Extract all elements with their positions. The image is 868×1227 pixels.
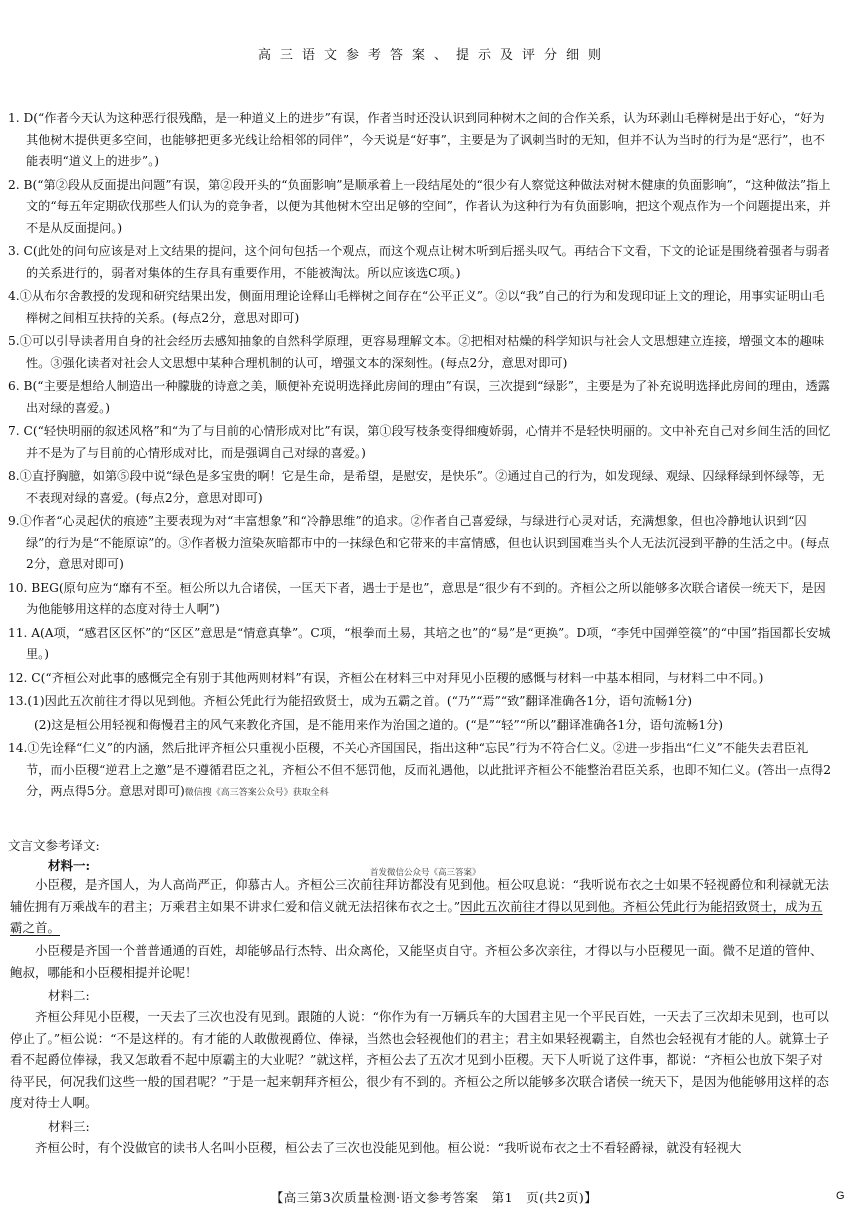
answer-item (8, 421, 832, 464)
answer-item (8, 331, 832, 374)
material-two-paragraph: 齐桓公拜见小臣稷，一天去了三次也没有见到。跟随的人说：“你作为有一万辆兵车的大国君主见一个平民百姓，一天去了三次却未见到，也可以停止了。”桓公说：“不是这样的。有才能的人敢傲视爵位、俸禄，当然也会轻视他们的君主；君主如果轻视霸主，自然也会轻视有才能的人。就算士子看不起爵位俸禄，我又怎敢看不起中原霸主的大业呢？”就这样，齐桓公去了五次才见到小臣稷。天下人听说了这件事，都说：“齐桓公也放下架子对待平民，何况我们这些一般的国君呢？”于是一起来朝拜齐桓公，很少有不到的。齐桓公之所以能够多次联合诸侯一统天下，是因为他能够用这样的态度对待士人啊。 (10, 1009, 830, 1110)
answer-text: (2)这是桓公用轻视和侮慢君主的风气来教化齐国，是不能用来作为治国之道的。(“是”“轻”“所以”翻译准确各1分，语句流畅1分) (34, 717, 724, 732)
material-one-paragraph-2: 小臣稷是齐国一个普普通通的百姓，却能够品行杰特、出众离伦，又能坚贞自守。齐桓公多次亲往，才得以与小臣稷见一面。微不足道的管仲、鲍叔，哪能和小臣稷相提并论呢！ (10, 943, 823, 980)
answer-text: 4.①从布尔舍教授的发现和研究结果出发，侧面用理论诠释山毛榉树之间存在“公平正义”。②以“我”自己的行为和发现印证上文的理论，用事实证明山毛榉树之间相互扶持的关系。(每点2分，意思对即可) (8, 289, 825, 325)
answer-item (8, 623, 832, 666)
material-three-paragraph: 齐桓公时，有个没做官的读书人名叫小臣稷，桓公去了三次也没能见到他。桓公说：“我听说布衣之士不看轻爵禄，就没有轻视大 (35, 1140, 742, 1155)
answer-text: 10. BEG(原句应为“靡有不至。桓公所以九合诸侯，一匡天下者，遇士于是也”，意思是“很少有不到的。齐桓公之所以能够多次联合诸侯一统天下，是因为他能够用这样的态度对待士人啊”) (8, 580, 826, 616)
answer-text: 6. B(“主要是想给人制造出一种朦胧的诗意之美，顺便补充说明选择此房间的理由”有误，三次提到“绿影”，主要是为了补充说明选择此房间的理由，透露出对绿的喜爱。) (8, 379, 830, 415)
material-three-label: 材料三: (48, 1119, 90, 1134)
answer-item (8, 376, 832, 419)
material-one-underlined-sentence: 因此五次前往才得以见到他。齐桓公凭此行为能招致贤士，成为五霸之首。 (10, 898, 823, 935)
answer-item (8, 715, 832, 737)
answer-item (8, 511, 832, 576)
answer-text: 11. A(A项，“感君区区怀”的“区区”意思是“情意真挚”。C项，“根拳而土易，其培之也”的“易”是“更换”。D项，“李凭中国弹箜篌”的“中国”指国都长安城里。) (8, 625, 831, 661)
answer-text: 3. C(此处的问句应该是对上文结果的提问，这个问句包括一个观点，而这个观点让树木听到后摇头叹气。再结合下文看，下文的论证是围绕着强者与弱者的关系进行的，弱者对集体的生存具有重要作用，不能被淘汰。所以应该选C项。) (8, 244, 830, 280)
answer-text: 1. D(“作者今天认为这种恶行很残酷，是一种道义上的进步”有误，作者当时还没认识到同种树木之间的合作关系，认为环剥山毛榉树是出于好心，“好为其他树木提供更多空间，也能够把更多光线让给相邻的同伴”，今天说是“好事”，主要是为了讽刺当时的无知，但并不认为当时的行为是“恶行”，也不能表明“道义上的进步”。) (8, 111, 825, 168)
answer-text: 13.(1)因此五次前往才得以见到他。齐桓公凭此行为能招致贤士，成为五霸之首。(“乃”“焉”“致”翻译准确各1分，语句流畅1分) (8, 694, 693, 708)
corner-mark: G (836, 1190, 845, 1202)
answer-text: 12. C(“齐桓公对此事的感慨完全有别于其他两则材料”有误，齐桓公在材料三中对拜见小臣稷的感慨与材料一中基本相同，与材料二中不同。) (8, 670, 764, 685)
page-title: 高三语文参考答案、提示及评分细则 (257, 48, 610, 63)
answer-item (8, 286, 832, 329)
answer-text: 14.①先诠释“仁义”的内涵，然后批评齐桓公只重视小臣稷，不关心齐国国民，指出这种“忘民”行为不符合仁义。②进一步指出“仁义”不能失去君臣礼节，而小臣稷“逆君上之邀”是不遵循君臣之礼，齐桓公不但不惩罚他，反而礼遇他，以此批评齐桓公不能整治君臣关系，也即不知仁义。(答出一点得2分，两点得5分。意思对即可) (8, 741, 831, 798)
answer-item (8, 466, 832, 509)
answer-text: 2. B(“第②段从反面提出问题”有误，第②段开头的“负面影响”是顺承着上一段结尾处的“很少有人察觉这种做法对树木健康的负面影响”，“这种做法”指上文的“每五年定期砍伐那些人们认为的竞争者，以便为其他树木空出足够的空间”，作者认为这种行为有负面影响，把这个观点作为一个问题提出来，并不是从反面提问。) (8, 177, 831, 235)
answer-list (8, 108, 832, 807)
page-footer: 【高三第3次质量检测·语文参考答案 第1 页(共2页)】 (270, 1190, 598, 1205)
answer-inline-note: 微信搜《高三答案公众号》获取全科 (184, 788, 329, 798)
answer-text: 9.①作者“心灵起伏的痕迹”主要表现为对“丰富想象”和“冷静思维”的追求。②作者自己喜爱绿，与绿进行心灵对话，充满想象，但也冷静地认识到“囚绿”的行为是“不能原谅”的。③作者极力渲染灰暗都市中的一抹绿色和它带来的丰富情感，但也认识到国难当头个人无法沉浸到平静的生活之中。(每点2分，意思对即可) (8, 514, 830, 571)
material-one-text-a: 小臣稷，是齐国人，为人高尚严正，仰慕古人。齐桓公三次前往拜访都没有见到他。桓公叹息说：“我听说布衣之士如果不轻视爵位和利禄就无法辅佐拥有万乘战车的君主；万乘君主如果不讲求仁爱和信义就无法招徕布衣之士。” (10, 877, 829, 914)
material-one-label: 材料一: (48, 858, 91, 873)
answer-item (8, 668, 832, 690)
material-one-paragraph-1 (10, 874, 832, 939)
answer-item (8, 175, 832, 240)
answer-item (8, 738, 832, 805)
answer-text: 5.①可以引导读者用自身的社会经历去感知抽象的自然科学原理，更容易理解文本。②把相对枯燥的科学知识与社会人文思想建立连接，增强文本的趣味性。③强化读者对社会人文思想中某种合理机制的认可，增强文本的深刻性。(每点2分，意思对即可) (8, 334, 825, 370)
material-two-label: 材料二: (48, 988, 90, 1003)
answer-text: 7. C(“轻快明丽的叙述风格”和“为了与目前的心情形成对比”有误，第①段写枝条变得细瘦娇弱，心情并不是轻快明丽的。文中补充自己对乡间生活的回忆并不是为了与目前的心情形成对比，而是强调自己对绿的喜爱。) (8, 424, 831, 460)
translation-heading: 文言文参考译文: (8, 838, 100, 853)
answer-item (8, 691, 832, 713)
answer-item (8, 241, 832, 284)
answer-text: 8.①直抒胸臆，如第⑤段中说“绿色是多宝贵的啊！它是生命，是希望，是慰安，是快乐”。②通过自己的行为，如发现绿、观绿、囚绿释绿到怀绿等，无不表现对绿的喜爱。(每点2分，意思对即可) (8, 469, 825, 505)
answer-item (8, 578, 832, 621)
watermark-text: 首发微信公众号《高三答案》 (370, 868, 481, 878)
answer-item (8, 108, 832, 173)
